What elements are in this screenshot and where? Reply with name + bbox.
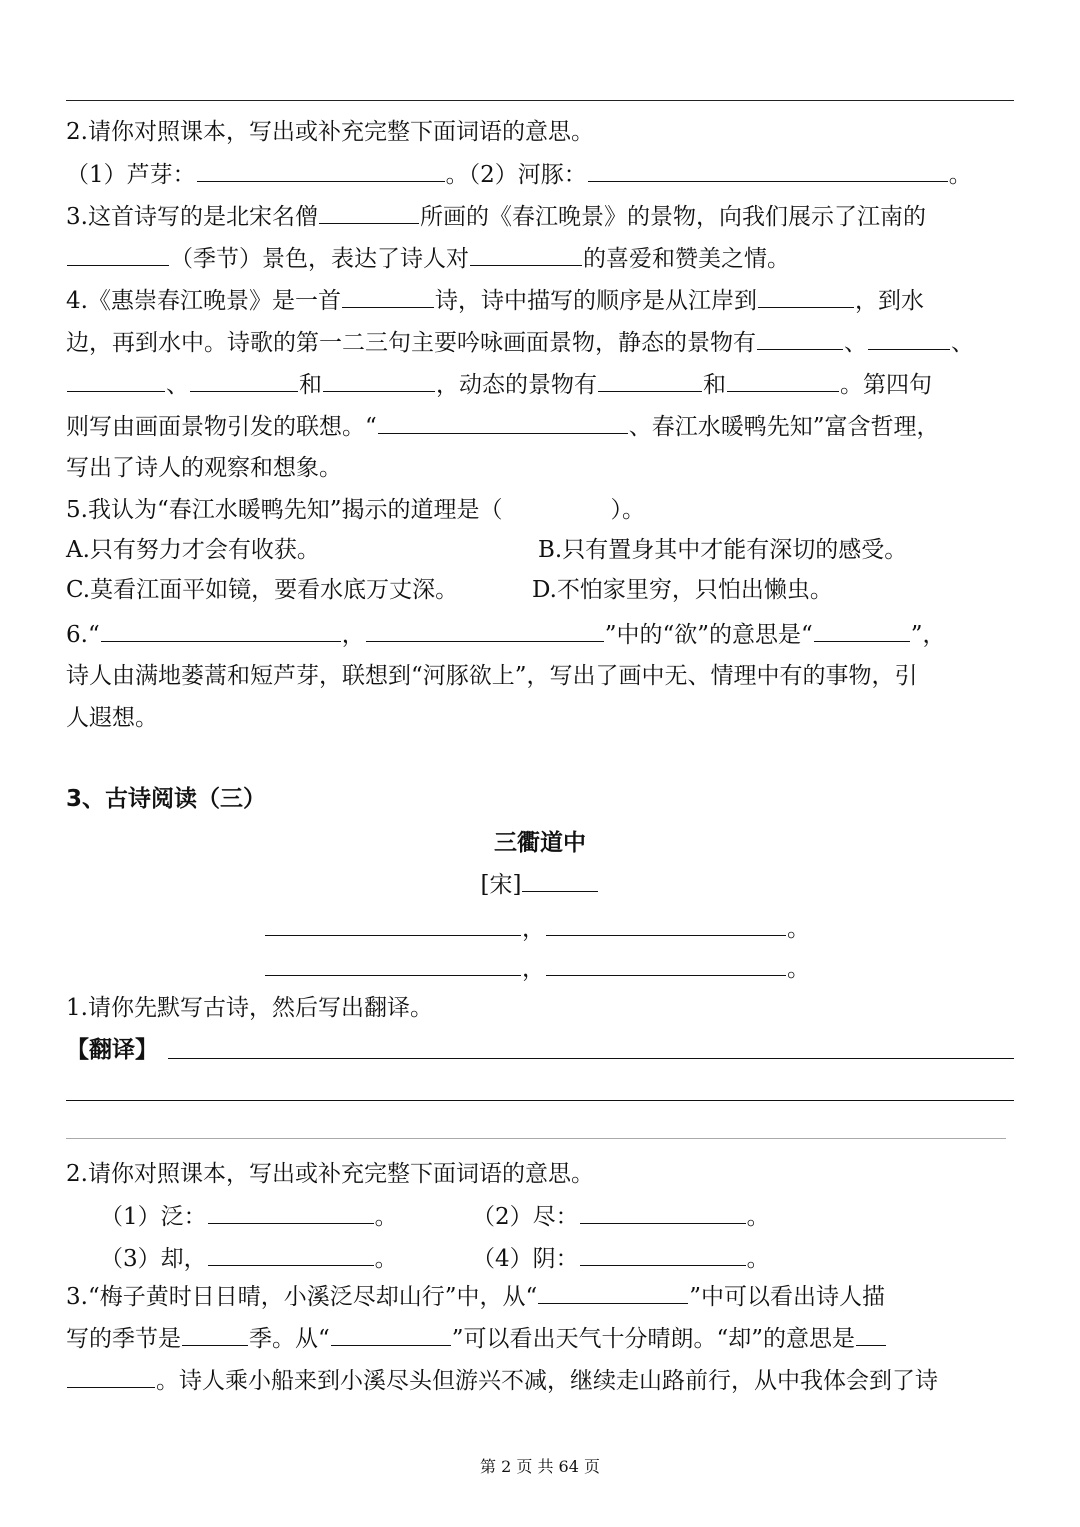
answer-blank[interactable] <box>856 1322 886 1346</box>
answer-blank[interactable] <box>331 1322 451 1346</box>
answer-blank[interactable] <box>182 1322 248 1346</box>
answer-blank[interactable] <box>598 368 702 392</box>
page-footer: 第 2 页 共 64 页 <box>480 1457 600 1476</box>
question-5-prompt: 5.我认为“春江水暖鸭先知”揭示的道理是（ ）。 <box>66 497 645 523</box>
translation-row <box>66 1034 1016 1066</box>
question-6-line1: 6.“ ， ”中的“欲”的意思是“ ”， <box>66 618 1016 651</box>
question-2-items: （1）芦芽： 。（2）河豚： 。 <box>66 158 1016 191</box>
answer-blank[interactable] <box>342 284 434 308</box>
question-5-options-ab <box>66 534 1016 566</box>
question-4-line1: 4.《惠崇春江晚景》是一首 诗，诗中描写的顺序是从江岸到 ，到水 <box>66 284 1016 317</box>
s3-question-2-items-b: （3）却， 。 （4）阴： 。 <box>100 1242 1050 1275</box>
answer-blank[interactable] <box>101 618 341 642</box>
question-6-line3: 人遐想。 <box>66 705 158 731</box>
answer-blank[interactable] <box>580 1242 746 1266</box>
translation-line[interactable] <box>168 1058 1014 1059</box>
answer-blank[interactable] <box>470 242 582 266</box>
answer-blank[interactable] <box>814 618 910 642</box>
question-5-options-cd <box>66 574 1016 606</box>
answer-blank[interactable] <box>757 326 843 350</box>
answer-blank[interactable] <box>366 618 604 642</box>
s3-question-3-line2: 写的季节是 季。从“ ”可以看出天气十分晴朗。“却”的意思是 <box>66 1322 1016 1355</box>
translation-label: 【翻译】 <box>66 1037 158 1063</box>
answer-blank[interactable] <box>538 1280 688 1304</box>
option-c[interactable]: C.莫看江面平如镜，要看水底万丈深。 <box>66 577 459 603</box>
answer-blank[interactable] <box>208 1242 374 1266</box>
answer-blank[interactable] <box>588 158 948 182</box>
question-4-line4: 则写由画面景物引发的联想。“ 、春江水暖鸭先知”富含哲理， <box>66 410 1016 443</box>
answer-blank[interactable] <box>758 284 854 308</box>
answer-blank[interactable] <box>197 158 445 182</box>
poem-line-2: ， 。 <box>264 952 824 985</box>
option-d[interactable]: D.不怕家里穷，只怕出懒虫。 <box>532 577 833 603</box>
option-a[interactable]: A.只有努力才会有收获。 <box>66 537 320 563</box>
question-2-prompt: 2.请你对照课本，写出或补充完整下面词语的意思。 <box>66 119 594 145</box>
s3-question-3-line1: 3.“梅子黄时日日晴，小溪泛尽却山行”中，从“ ”中可以看出诗人描 <box>66 1280 1016 1313</box>
answer-blank[interactable] <box>378 410 628 434</box>
top-rule <box>66 100 1014 101</box>
poem-title: 三衢道中 <box>494 830 586 856</box>
question-3-line1: 3.这首诗写的是北宋名僧 所画的《春江晚景》的景物，向我们展示了江南的 <box>66 200 1016 233</box>
answer-blank[interactable] <box>323 368 435 392</box>
section-heading: 3、古诗阅读（三） <box>66 786 267 812</box>
s3-question-1-prompt: 1.请你先默写古诗，然后写出翻译。 <box>66 995 433 1021</box>
translation-line[interactable] <box>66 1100 1014 1101</box>
poem-blank[interactable] <box>546 912 786 936</box>
question-3-line2: （季节）景色，表达了诗人对 的喜爱和赞美之情。 <box>66 242 1016 275</box>
answer-blank[interactable] <box>868 326 950 350</box>
translation-line[interactable] <box>66 1138 1006 1139</box>
poem-author-line: [宋] <box>0 866 1080 899</box>
s3-question-3-line3: 。诗人乘小船来到小溪尽头但游兴不减，继续走山路前行，从中我体会到了诗 <box>66 1364 1016 1397</box>
question-4-line5: 写出了诗人的观察和想象。 <box>66 455 342 481</box>
answer-blank[interactable] <box>208 1200 374 1224</box>
answer-blank[interactable] <box>727 368 839 392</box>
poem-blank[interactable] <box>265 952 521 976</box>
poem-blank[interactable] <box>546 952 786 976</box>
answer-blank[interactable] <box>580 1200 746 1224</box>
poem-blank[interactable] <box>265 912 521 936</box>
answer-blank[interactable] <box>190 368 298 392</box>
answer-blank[interactable] <box>319 200 419 224</box>
question-4-line2: 边，再到水中。诗歌的第一二三句主要吟咏画面景物，静态的景物有 、 、 <box>66 326 1016 359</box>
author-blank[interactable] <box>522 868 598 892</box>
poem-line-1: ， 。 <box>264 912 824 945</box>
question-6-line2: 诗人由满地蒌蒿和短芦芽，联想到“河豚欲上”，写出了画中无、情理中有的事物，引 <box>66 663 918 689</box>
answer-blank[interactable] <box>67 1364 155 1388</box>
s3-question-2-items-a: （1）泛： 。 （2）尽： 。 <box>100 1200 1050 1233</box>
question-4-line3: 、 和 ，动态的景物有 和 。第四句 <box>66 368 1016 401</box>
answer-blank[interactable] <box>67 242 169 266</box>
s3-question-2-prompt: 2.请你对照课本，写出或补充完整下面词语的意思。 <box>66 1161 594 1187</box>
answer-blank[interactable] <box>67 368 165 392</box>
option-b[interactable]: B.只有置身其中才能有深切的感受。 <box>538 537 908 563</box>
